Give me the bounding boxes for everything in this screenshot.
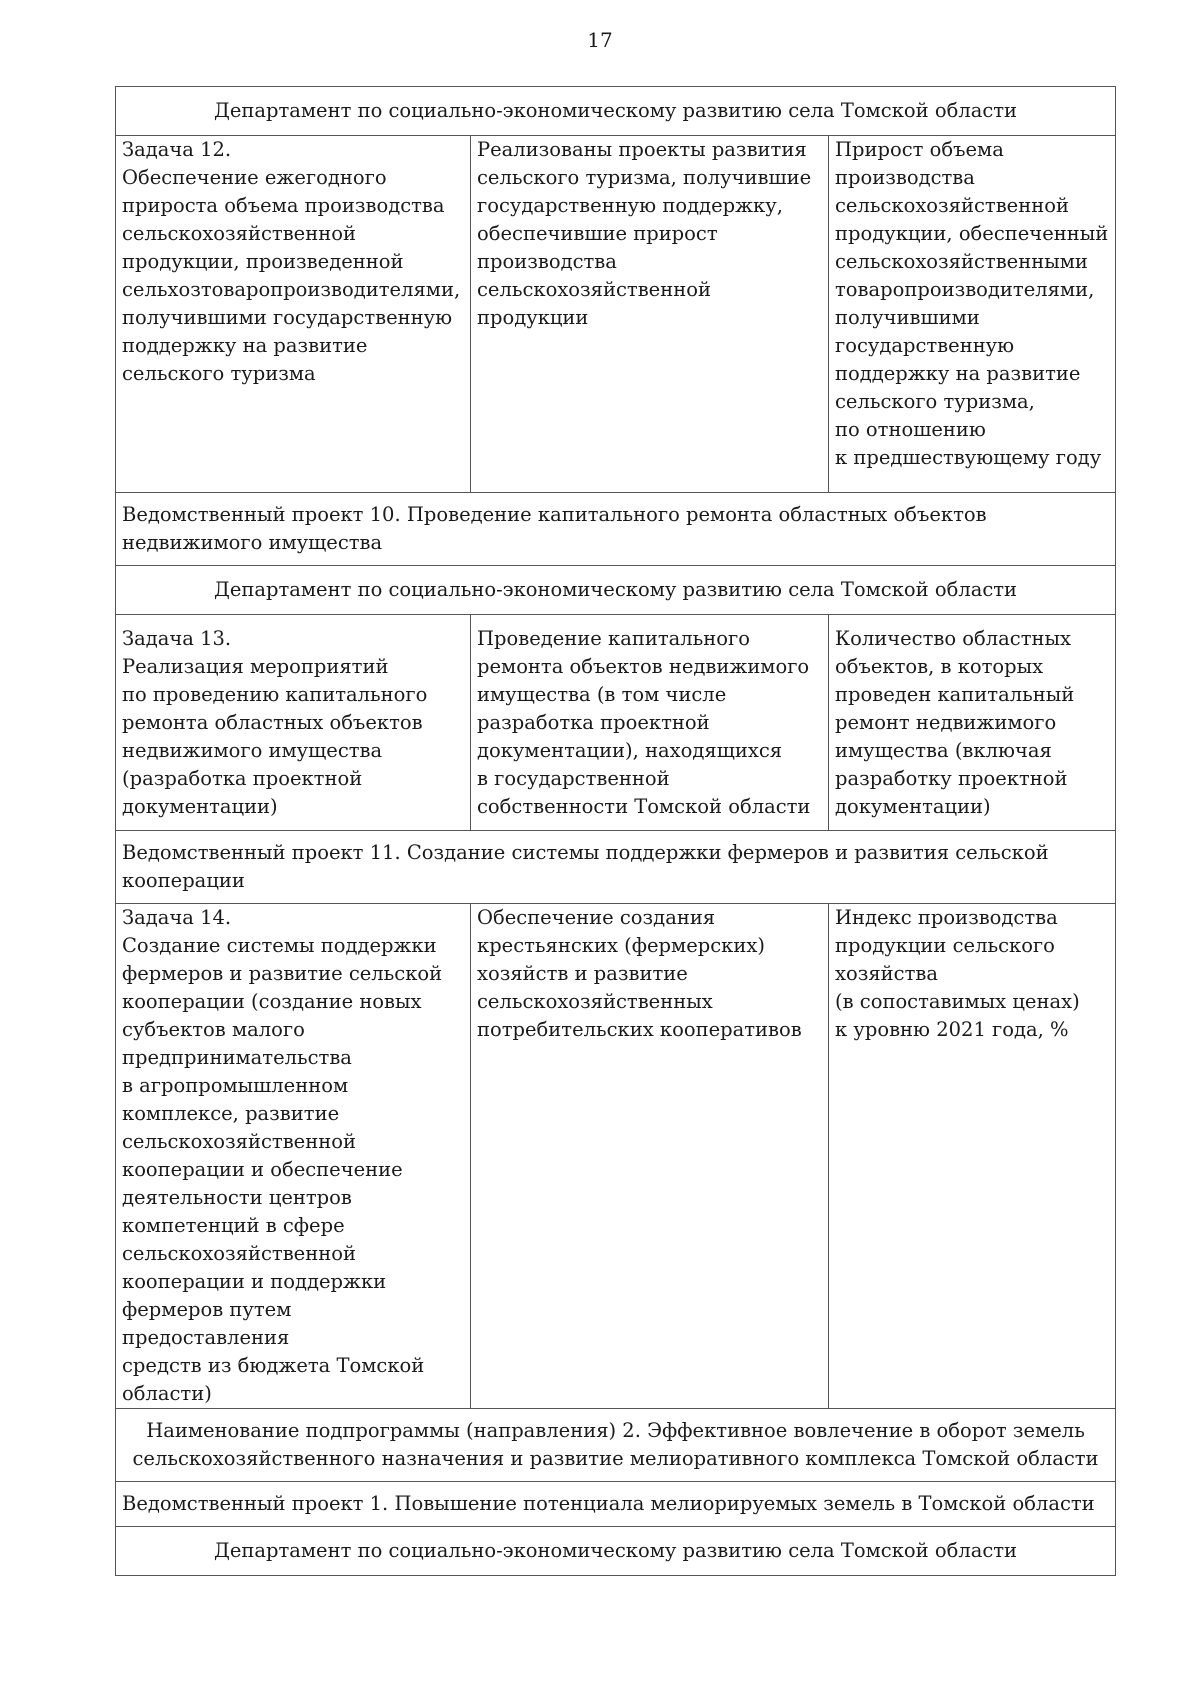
table-row bbox=[116, 615, 1116, 831]
result-cell bbox=[471, 904, 829, 1409]
task-12-indicator: Прирост объема производства сельскохозяйственной продукции, обеспеченный сельскохозяйственными товаропроизводителями, получившими государственную поддержку на развитие сельского туризма, по отношению к предшествующему году bbox=[835, 138, 1109, 469]
indicator-cell bbox=[829, 615, 1116, 831]
task-13-text: Задача 13. Реализация мероприятий по проведению капитального ремонта областных объектов недвижимого имущества (разработка проектной документации) bbox=[122, 627, 428, 818]
department-row bbox=[116, 1527, 1116, 1576]
table-row bbox=[116, 1527, 1116, 1576]
page-number: 17 bbox=[587, 28, 613, 52]
table-row bbox=[116, 1482, 1116, 1527]
table-row bbox=[116, 136, 1116, 493]
table-row bbox=[116, 831, 1116, 904]
project-row bbox=[116, 1482, 1116, 1527]
table-row bbox=[116, 87, 1116, 136]
task-14-indicator: Индекс производства продукции сельского хозяйства (в сопоставимых ценах) к уровню 2021 года, % bbox=[835, 906, 1080, 1041]
indicator-cell bbox=[829, 904, 1116, 1409]
task-12-result: Реализованы проекты развития сельского туризма, получившие государственную поддержку, обеспечившие прирост производства сельскохозяйственной продукции bbox=[477, 138, 812, 329]
result-cell bbox=[471, 136, 829, 493]
task-13-result: Проведение капитального ремонта объектов недвижимого имущества (в том числе разработка проектной документации), находящихся в государственной собственности Томской области bbox=[477, 627, 811, 818]
task-14-result: Обеспечение создания крестьянских (фермерских) хозяйств и развитие сельскохозяйственных потребительских кооперативов bbox=[477, 906, 802, 1041]
department-row bbox=[116, 566, 1116, 615]
project-1-title: Ведомственный проект 1. Повышение потенциала мелиорируемых земель в Томской области bbox=[122, 1492, 1095, 1515]
task-cell bbox=[116, 615, 471, 831]
department-row bbox=[116, 87, 1116, 136]
subprogram-row bbox=[116, 1409, 1116, 1482]
task-cell bbox=[116, 904, 471, 1409]
indicator-cell bbox=[829, 136, 1116, 493]
department-label: Департамент по социально-экономическому развитию села Томской области bbox=[213, 578, 1018, 601]
subprogram-2-title: Наименование подпрограммы (направления) 2. Эффективное вовлечение в оборот земель сельскохозяйственного назначения и развитие мелиоративного комплекса Томской области bbox=[132, 1419, 1099, 1470]
project-11-title: Ведомственный проект 11. Создание системы поддержки фермеров и развития сельской кооперации bbox=[122, 841, 1049, 892]
department-label: Департамент по социально-экономическому развитию села Томской области bbox=[213, 99, 1018, 122]
project-row bbox=[116, 493, 1116, 566]
task-12-text: Задача 12. Обеспечение ежегодного прироста объема производства сельскохозяйственной продукции, произведенной сельхозтоваропроизводителями, получившими государственную поддержку на развитие сельского туризма bbox=[122, 138, 461, 385]
result-cell bbox=[471, 615, 829, 831]
department-label: Департамент по социально-экономическому развитию села Томской области bbox=[213, 1539, 1018, 1562]
task-13-indicator: Количество областных объектов, в которых проведен капитальный ремонт недвижимого имущества (включая разработку проектной документации) bbox=[835, 627, 1075, 818]
table-row bbox=[116, 1409, 1116, 1482]
table-row bbox=[116, 566, 1116, 615]
project-row bbox=[116, 831, 1116, 904]
project-10-title: Ведомственный проект 10. Проведение капитального ремонта областных объектов недвижимого имущества bbox=[122, 503, 987, 554]
table-row bbox=[116, 493, 1116, 566]
task-14-text: Задача 14. Создание системы поддержки фермеров и развитие сельской кооперации (создание новых субъектов малого предпринимательства в агропромышленном комплексе, развитие сельскохозяйственной кооперации и обеспечение деятельности центров компетенций в сфере сельскохозяйственной кооперации и поддержки фермеров путем предоставления средств из бюджета Томской области) bbox=[122, 906, 443, 1405]
table-row bbox=[116, 904, 1116, 1409]
program-table bbox=[115, 86, 1116, 1576]
task-cell bbox=[116, 136, 471, 493]
